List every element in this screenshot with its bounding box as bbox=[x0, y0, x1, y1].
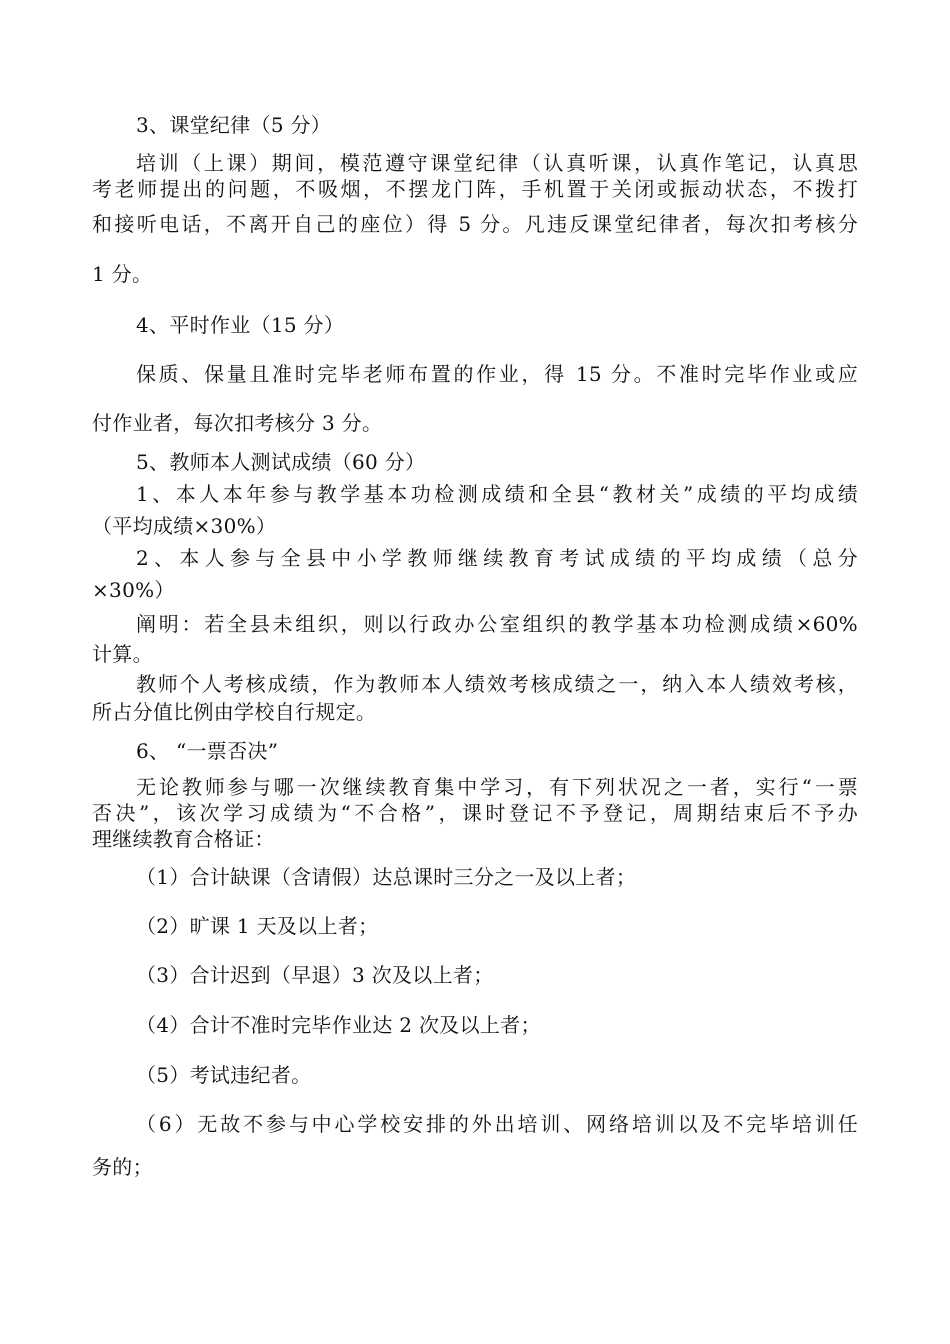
paragraph-line: 否决”，该次学习成绩为“不合格”，课时登记不予登记，周期结束后不予办 bbox=[92, 801, 858, 825]
list-item: （6）无故不参与中心学校安排的外出培训、网络培训以及不完毕培训任 bbox=[136, 1112, 858, 1136]
paragraph-line: 所占分值比例由学校自行规定。 bbox=[92, 700, 377, 724]
paragraph-line: 和接听电话，不离开自己的座位）得 5 分。凡违反课堂纪律者，每次扣考核分 bbox=[92, 212, 858, 236]
paragraph-line: 培训（上课）期间，模范遵守课堂纪律（认真听课，认真作笔记，认真思 bbox=[136, 151, 858, 175]
section-heading-3: 3、课堂纪律（5 分） bbox=[136, 113, 332, 137]
list-item: （2）旷课 1 天及以上者； bbox=[136, 914, 379, 938]
section-heading-6: 6、 “一票否决” bbox=[136, 739, 279, 763]
list-item: （3）合计迟到（早退）3 次及以上者； bbox=[136, 963, 494, 987]
paragraph-line: 2、本人参与全县中小学教师继续教育考试成绩的平均成绩（总分 bbox=[136, 546, 858, 570]
paragraph-line: 计算。 bbox=[92, 642, 153, 666]
paragraph-line: 保质、保量且准时完毕老师布置的作业，得 15 分。不准时完毕作业或应 bbox=[136, 362, 858, 386]
paragraph-line: 阐明：若全县未组织，则以行政办公室组织的教学基本功检测成绩×60% bbox=[136, 612, 858, 636]
list-item: （4）合计不准时完毕作业达 2 次及以上者； bbox=[136, 1013, 541, 1037]
paragraph-line: 1 分。 bbox=[92, 262, 153, 286]
paragraph-line: ×30%） bbox=[92, 578, 175, 602]
list-item: （1）合计缺课（含请假）达总课时三分之一及以上者； bbox=[136, 865, 637, 889]
section-heading-5: 5、教师本人测试成绩（60 分） bbox=[136, 450, 426, 474]
list-item: （5）考试违纪者。 bbox=[136, 1063, 312, 1087]
paragraph-line: 理继续教育合格证： bbox=[92, 827, 275, 851]
section-heading-4: 4、平时作业（15 分） bbox=[136, 313, 345, 337]
list-item-continuation: 务的； bbox=[92, 1155, 153, 1179]
paragraph-line: 无论教师参与哪一次继续教育集中学习，有下列状况之一者，实行“一票 bbox=[136, 775, 858, 799]
paragraph-line: 考老师提出的问题，不吸烟，不摆龙门阵，手机置于关闭或振动状态，不拨打 bbox=[92, 177, 858, 201]
paragraph-line: 付作业者，每次扣考核分 3 分。 bbox=[92, 411, 383, 435]
paragraph-line: 教师个人考核成绩，作为教师本人绩效考核成绩之一，纳入本人绩效考核， bbox=[136, 672, 858, 696]
paragraph-line: （平均成绩×30%） bbox=[92, 514, 277, 538]
paragraph-line: 1、本人本年参与教学基本功检测成绩和全县“教材关”成绩的平均成绩 bbox=[136, 482, 858, 506]
